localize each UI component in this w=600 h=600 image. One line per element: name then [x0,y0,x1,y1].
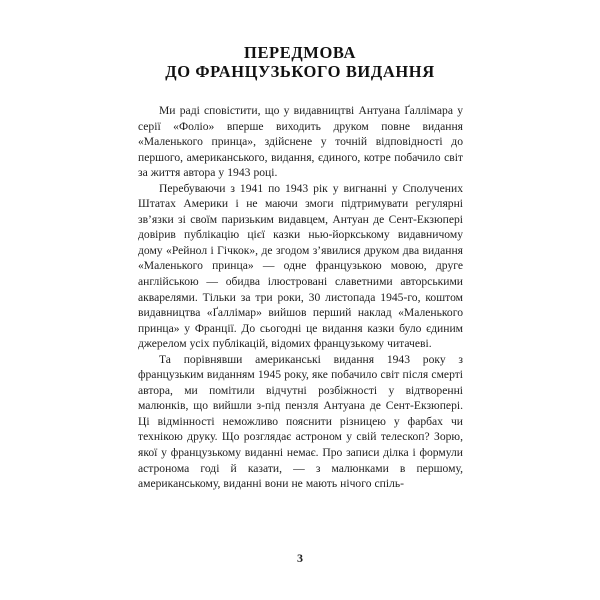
page-title-line-1: ПЕРЕДМОВА [244,43,356,62]
body-paragraph: Ми раді сповістити, що у видавництві Антуана Ґаллімара у серії «Фоліо» вперше виходить друком повне видання «Маленького принца», здійснене у точній відповідності до першого, американського, видання, єдиного, котре побачило світ за життя автора у 1943 році. [138,104,463,180]
page-title-line-2: ДО ФРАНЦУЗЬКОГО ВИДАННЯ [165,62,435,81]
body-text-block [138,103,463,492]
body-paragraph: Перебуваючи з 1941 по 1943 рік у вигнанні у Сполучених Штатах Америки і не маючи змоги підтримувати регулярні зв’язки зі своїм паризьким видавцем, Антуан де Сент-Екзюпері довірив публікацію цієї казки нью-йоркському видавничому дому «Рейнол і Гічкок», де згодом з’явилися друком два видання «Маленького принца» — одне французькою мовою, друге англійською — обидва ілюстровані славетними авторськими акварелями. Тільки за три роки, 30 листопада 1945-го, коштом видавництва «Ґаллімар» вийшов перший наклад «Маленького принца» у Франції. До сьогодні це видання казки було єдиним джерелом усіх публікацій, відомих французькому читачеві. [138,181,463,351]
page-number: 3 [297,551,303,565]
body-paragraph: Та порівнявши американські видання 1943 року з французьким виданням 1945 року, яке побачило світ після смерті автора, ми помітили відчутні розбіжності у відтворенні малюнків, що вийшли з-під пензля Антуана де Сент-Екзюпері. Ці відмінності неможливо пояснити різницею у фарбах чи технікою друку. Що розглядає астроном у свій телескоп? Зорю, якої у французькому виданні немає. Про записи ділка і формули астронома годі й казати, — з малюнками в першому, американському, виданні вони не мають нічого спіль- [138,352,463,491]
page-title [0,43,600,81]
